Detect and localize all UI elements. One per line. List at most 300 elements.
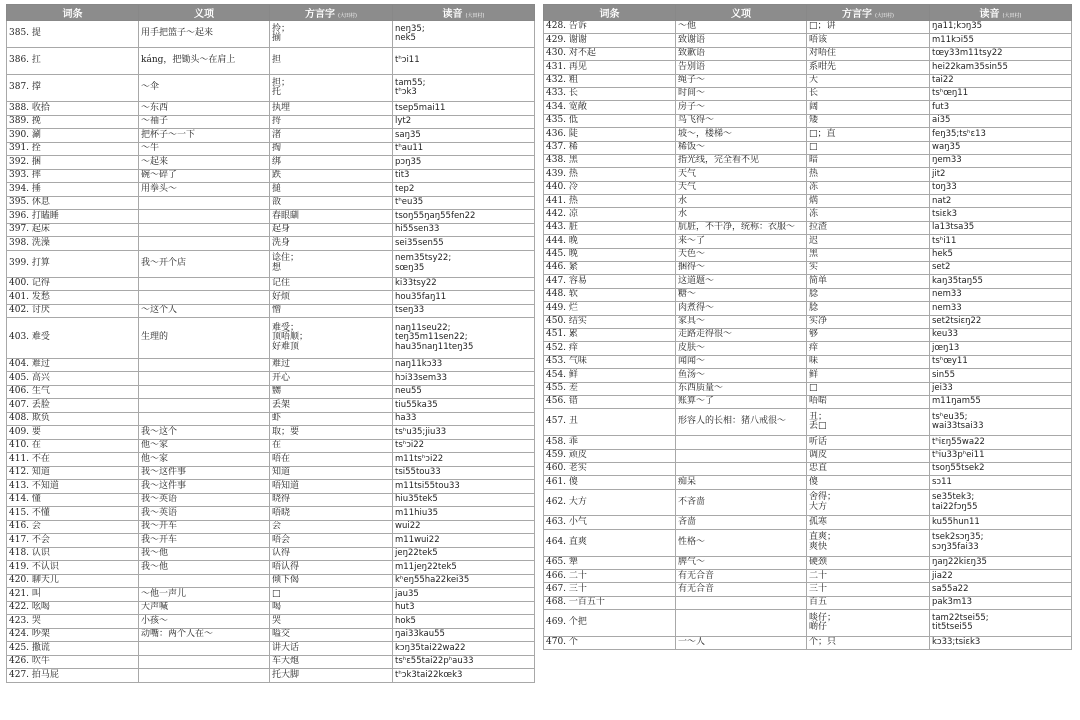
cell-meaning: 我～英语 — [139, 507, 270, 521]
table-row — [7, 291, 535, 305]
table-row — [544, 596, 1072, 609]
cell-reading: tsʰeu35; wai33tsai33 — [930, 409, 1072, 436]
cell-dialect: 绑 — [270, 156, 393, 170]
table-row — [544, 449, 1072, 462]
cell-reading: m11ŋam55 — [930, 395, 1072, 408]
cell-reading: tʰiu33pʰei11 — [930, 449, 1072, 462]
cell-term: 396. 打瞌睡 — [7, 210, 139, 224]
cell-reading: tsiɛk3 — [930, 208, 1072, 221]
cell-meaning — [139, 277, 270, 291]
header-reading: 读音 (大田村) — [930, 5, 1072, 21]
cell-dialect: 好烦 — [270, 291, 393, 305]
cell-reading: lyt2 — [393, 115, 535, 129]
table-row — [544, 101, 1072, 114]
cell-term: 394. 捶 — [7, 183, 139, 197]
cell-dialect: 执埋 — [270, 102, 393, 116]
cell-term: 445. 晚 — [544, 248, 676, 261]
cell-dialect: 够 — [807, 328, 930, 341]
cell-reading: nat2 — [930, 195, 1072, 208]
cell-term: 467. 三十 — [544, 583, 676, 596]
cell-dialect: 迟 — [807, 235, 930, 248]
cell-dialect: 丑； 丢□ — [807, 409, 930, 436]
table-row — [7, 439, 535, 453]
cell-term: 426. 吹牛 — [7, 655, 139, 669]
cell-reading: naŋ11seu22; teŋ35m11sen22; hau35naŋ11teŋ35 — [393, 318, 535, 359]
table-row — [7, 628, 535, 642]
cell-meaning: ～他 — [676, 21, 807, 34]
cell-reading: tam55; tʰɔk3 — [393, 75, 535, 102]
cell-reading: hut3 — [393, 601, 535, 615]
cell-term: 414. 懂 — [7, 493, 139, 507]
cell-meaning: 这道题～ — [676, 275, 807, 288]
cell-term: 401. 发愁 — [7, 291, 139, 305]
cell-reading: jeŋ22tek5 — [393, 547, 535, 561]
cell-reading: ŋem33 — [930, 154, 1072, 167]
cell-term: 409. 要 — [7, 426, 139, 440]
cell-dialect: 黑 — [807, 248, 930, 261]
cell-dialect: 拉渣 — [807, 221, 930, 234]
cell-meaning: 性格～ — [676, 529, 807, 556]
cell-term: 398. 洗澡 — [7, 237, 139, 251]
cell-dialect: 拎； 揃 — [270, 21, 393, 48]
cell-dialect: 憎 — [270, 304, 393, 318]
table-row — [544, 47, 1072, 60]
cell-meaning: 大声喊 — [139, 601, 270, 615]
cell-dialect: □；直 — [807, 128, 930, 141]
header-meaning: 义项 — [676, 5, 807, 21]
right-table-page — [543, 4, 1071, 650]
cell-reading: jia22 — [930, 570, 1072, 583]
table-row — [544, 61, 1072, 74]
cell-dialect: 焫 — [807, 195, 930, 208]
cell-meaning: 天气 — [676, 181, 807, 194]
vocab-table-right — [543, 4, 1072, 650]
cell-reading: jei33 — [930, 382, 1072, 395]
cell-dialect: 忠直 — [807, 462, 930, 475]
table-row — [544, 208, 1072, 221]
cell-meaning: 我～这件事 — [139, 480, 270, 494]
cell-meaning: 家具～ — [676, 315, 807, 328]
table-row — [7, 75, 535, 102]
table-row — [544, 570, 1072, 583]
table-row — [544, 74, 1072, 87]
cell-term: 443. 脏 — [544, 221, 676, 234]
cell-term: 423. 哭 — [7, 615, 139, 629]
cell-reading: m11hiu35 — [393, 507, 535, 521]
cell-reading: hei22kam35sin55 — [930, 61, 1072, 74]
cell-term: 407. 丢脸 — [7, 399, 139, 413]
cell-meaning: 形容人的长相：猪八戒很～ — [676, 409, 807, 436]
cell-reading: hou35faŋ11 — [393, 291, 535, 305]
cell-meaning — [139, 385, 270, 399]
cell-meaning — [676, 610, 807, 637]
cell-meaning: 生理的 — [139, 318, 270, 359]
header-term: 词条 — [7, 5, 139, 21]
cell-term: 395. 休息 — [7, 196, 139, 210]
cell-meaning: 天色～ — [676, 248, 807, 261]
cell-term: 421. 叫 — [7, 588, 139, 602]
cell-term: 397. 起床 — [7, 223, 139, 237]
cell-term: 470. 个 — [544, 637, 676, 650]
cell-reading: ai35 — [930, 114, 1072, 127]
cell-reading: ŋa11;kɔŋ35 — [930, 21, 1072, 34]
cell-term: 430. 对不起 — [544, 47, 676, 60]
cell-meaning: 动嘴：两个人在～ — [139, 628, 270, 642]
header-reading: 读音 (大田村) — [393, 5, 535, 21]
cell-meaning: ～牛 — [139, 142, 270, 156]
cell-reading: jau35 — [393, 588, 535, 602]
cell-reading: tʰɔi11 — [393, 48, 535, 75]
table-row — [544, 382, 1072, 395]
table-row — [544, 556, 1072, 569]
cell-meaning: 告别语 — [676, 61, 807, 74]
cell-term: 432. 粗 — [544, 74, 676, 87]
table-row — [7, 156, 535, 170]
table-row — [7, 372, 535, 386]
cell-reading: tʰau11 — [393, 142, 535, 156]
cell-meaning: 碗～碎了 — [139, 169, 270, 183]
cell-meaning: 天气 — [676, 168, 807, 181]
cell-dialect: 唔认得 — [270, 561, 393, 575]
table-header-row — [544, 5, 1072, 21]
cell-term: 422. 吆喝 — [7, 601, 139, 615]
cell-reading: kʰeŋ55ha22kei35 — [393, 574, 535, 588]
cell-meaning: 闻闻～ — [676, 355, 807, 368]
cell-reading: nem33 — [930, 288, 1072, 301]
cell-term: 400. 记得 — [7, 277, 139, 291]
cell-meaning: 我～开车 — [139, 520, 270, 534]
cell-meaning: 我～这件事 — [139, 466, 270, 480]
table-row — [544, 315, 1072, 328]
cell-term: 419. 不认识 — [7, 561, 139, 575]
cell-dialect: 唔会 — [270, 534, 393, 548]
cell-dialect: 搥 — [270, 183, 393, 197]
cell-dialect: 腍 — [807, 288, 930, 301]
cell-meaning: 水 — [676, 208, 807, 221]
cell-meaning — [139, 669, 270, 683]
cell-meaning — [139, 237, 270, 251]
cell-term: 433. 长 — [544, 87, 676, 100]
cell-dialect: 长 — [807, 87, 930, 100]
cell-meaning: ～他一声儿 — [139, 588, 270, 602]
cell-term: 424. 吵架 — [7, 628, 139, 642]
cell-reading: nem35tsy22; sœŋ35 — [393, 250, 535, 277]
cell-reading: kɔŋ35tai22wa22 — [393, 642, 535, 656]
cell-reading: m11tsi55tou33 — [393, 480, 535, 494]
cell-term: 403. 难受 — [7, 318, 139, 359]
cell-reading: tsek2sɔŋ35; sɔŋ35fai33 — [930, 529, 1072, 556]
table-row — [544, 409, 1072, 436]
cell-term: 388. 收拾 — [7, 102, 139, 116]
cell-meaning: 我～英语 — [139, 493, 270, 507]
table-row — [7, 169, 535, 183]
cell-reading: kɔ33;tsiɛk3 — [930, 637, 1072, 650]
cell-term: 454. 鲜 — [544, 369, 676, 382]
cell-dialect: 敨 — [270, 196, 393, 210]
header-dialect: 方言字 (大田村) — [807, 5, 930, 21]
cell-reading: tsʰɔi22 — [393, 439, 535, 453]
cell-term: 448. 软 — [544, 288, 676, 301]
cell-term: 431. 再见 — [544, 61, 676, 74]
cell-dialect: 唔在 — [270, 453, 393, 467]
table-row — [7, 534, 535, 548]
table-row — [544, 21, 1072, 34]
table-row — [7, 507, 535, 521]
table-row — [7, 601, 535, 615]
cell-meaning — [676, 436, 807, 449]
cell-reading: neu55 — [393, 385, 535, 399]
cell-dialect: □ — [807, 382, 930, 395]
cell-term: 412. 知道 — [7, 466, 139, 480]
cell-meaning — [139, 412, 270, 426]
cell-reading: hiu35tek5 — [393, 493, 535, 507]
cell-meaning: 我～他 — [139, 547, 270, 561]
cell-reading: hek5 — [930, 248, 1072, 261]
cell-reading: hɔi33sem33 — [393, 372, 535, 386]
cell-reading: ŋai33kau55 — [393, 628, 535, 642]
cell-term: 418. 认识 — [7, 547, 139, 561]
cell-meaning: 他～家 — [139, 439, 270, 453]
cell-dialect: 二十 — [807, 570, 930, 583]
cell-reading: jœŋ13 — [930, 342, 1072, 355]
cell-meaning: 痴呆 — [676, 476, 807, 489]
cell-meaning: ～伞 — [139, 75, 270, 102]
table-row — [7, 399, 535, 413]
table-row — [544, 436, 1072, 449]
cell-dialect: 冻 — [807, 208, 930, 221]
cell-dialect: 味 — [807, 355, 930, 368]
cell-term: 451. 累 — [544, 328, 676, 341]
cell-meaning: 捆得～ — [676, 262, 807, 275]
cell-term: 455. 差 — [544, 382, 676, 395]
cell-term: 444. 晚 — [544, 235, 676, 248]
cell-dialect: 对唔住 — [807, 47, 930, 60]
cell-reading: m11tsʰɔi22 — [393, 453, 535, 467]
cell-meaning — [139, 655, 270, 669]
table-row — [7, 615, 535, 629]
table-row — [544, 355, 1072, 368]
cell-reading: tsʰɛ55tai22pʰau33 — [393, 655, 535, 669]
cell-meaning: 糖～ — [676, 288, 807, 301]
cell-term: 453. 气味 — [544, 355, 676, 368]
cell-term: 466. 二十 — [544, 570, 676, 583]
table-row — [7, 588, 535, 602]
cell-dialect: 听话 — [807, 436, 930, 449]
cell-meaning — [139, 372, 270, 386]
table-row — [7, 115, 535, 129]
cell-term: 408. 欺负 — [7, 412, 139, 426]
cell-meaning: 有无合音 — [676, 570, 807, 583]
cell-reading: tsoŋ55tsek2 — [930, 462, 1072, 475]
table-header-row — [7, 5, 535, 21]
table-row — [7, 102, 535, 116]
cell-dialect: 车大炮 — [270, 655, 393, 669]
cell-meaning: 小孩～ — [139, 615, 270, 629]
cell-dialect: 捋 — [270, 115, 393, 129]
cell-term: 429. 谢谢 — [544, 34, 676, 47]
cell-dialect: 嬲 — [270, 385, 393, 399]
cell-reading: tsʰi11 — [930, 235, 1072, 248]
cell-term: 415. 不懂 — [7, 507, 139, 521]
cell-reading: toŋ33 — [930, 181, 1072, 194]
cell-dialect: 百五 — [807, 596, 930, 609]
table-row — [7, 237, 535, 251]
cell-term: 406. 生气 — [7, 385, 139, 399]
cell-reading: tsoŋ55ŋaŋ55fen22 — [393, 210, 535, 224]
cell-dialect: 认得 — [270, 547, 393, 561]
cell-meaning: 鱼汤～ — [676, 369, 807, 382]
cell-reading: tit3 — [393, 169, 535, 183]
cell-reading: keu33 — [930, 328, 1072, 341]
cell-dialect: 傻 — [807, 476, 930, 489]
cell-dialect: 喝 — [270, 601, 393, 615]
cell-reading: tsep5mai11 — [393, 102, 535, 116]
cell-reading: se35tek3; tai22fɔŋ55 — [930, 489, 1072, 516]
cell-meaning: káng，把锄头～在肩上 — [139, 48, 270, 75]
cell-dialect: 实 — [807, 262, 930, 275]
cell-meaning: 稀饭～ — [676, 141, 807, 154]
cell-term: 436. 陡 — [544, 128, 676, 141]
left-table-page — [6, 4, 534, 683]
table-row — [544, 462, 1072, 475]
cell-dialect: 担 — [270, 48, 393, 75]
cell-dialect: 系咁先 — [807, 61, 930, 74]
table-row — [544, 489, 1072, 516]
cell-meaning: 时间～ — [676, 87, 807, 100]
cell-reading: nem33 — [930, 302, 1072, 315]
table-row — [544, 637, 1072, 650]
cell-dialect: 难过 — [270, 358, 393, 372]
table-row — [544, 262, 1072, 275]
cell-dialect: □ — [270, 588, 393, 602]
cell-term: 449. 烂 — [544, 302, 676, 315]
cell-meaning: 有无合音 — [676, 583, 807, 596]
cell-dialect: □；讲 — [807, 21, 930, 34]
table-row — [7, 385, 535, 399]
cell-term: 417. 不会 — [7, 534, 139, 548]
cell-term: 450. 结实 — [544, 315, 676, 328]
cell-dialect: 孤寒 — [807, 516, 930, 529]
cell-dialect: 渚 — [270, 129, 393, 143]
table-row — [7, 547, 535, 561]
cell-term: 461. 傻 — [544, 476, 676, 489]
cell-meaning: 皮肤～ — [676, 342, 807, 355]
cell-term: 456. 错 — [544, 395, 676, 408]
cell-term: 438. 黑 — [544, 154, 676, 167]
table-row — [7, 520, 535, 534]
cell-reading: tʰiɛŋ55wa22 — [930, 436, 1072, 449]
cell-reading: feŋ35;tsʰɛ13 — [930, 128, 1072, 141]
cell-term: 413. 不知道 — [7, 480, 139, 494]
cell-dialect: 起身 — [270, 223, 393, 237]
cell-meaning: 脾气～ — [676, 556, 807, 569]
cell-term: 447. 容易 — [544, 275, 676, 288]
cell-meaning — [139, 210, 270, 224]
cell-dialect: 记住 — [270, 277, 393, 291]
cell-dialect: 谂住； 想 — [270, 250, 393, 277]
cell-reading: la13tsa35 — [930, 221, 1072, 234]
cell-meaning: 不吝啬 — [676, 489, 807, 516]
cell-term: 405. 高兴 — [7, 372, 139, 386]
cell-term: 391. 拴 — [7, 142, 139, 156]
table-row — [7, 277, 535, 291]
cell-meaning — [139, 574, 270, 588]
cell-term: 427. 拍马屁 — [7, 669, 139, 683]
cell-dialect: 三十 — [807, 583, 930, 596]
cell-reading: m11wui22 — [393, 534, 535, 548]
cell-meaning: 水 — [676, 195, 807, 208]
cell-dialect: 个；只 — [807, 637, 930, 650]
cell-meaning: 来～了 — [676, 235, 807, 248]
cell-reading: pɔŋ35 — [393, 156, 535, 170]
cell-reading: tsʰu35;jiu33 — [393, 426, 535, 440]
cell-reading: tsi55tou33 — [393, 466, 535, 480]
cell-dialect: 啖仔； 啲仔 — [807, 610, 930, 637]
cell-dialect: 嗌交 — [270, 628, 393, 642]
cell-reading: tʰɔk3tai22kœk3 — [393, 669, 535, 683]
table-row — [544, 583, 1072, 596]
cell-reading: saŋ35 — [393, 129, 535, 143]
cell-meaning: 我～开车 — [139, 534, 270, 548]
cell-reading: ki33tsy22 — [393, 277, 535, 291]
table-row — [544, 34, 1072, 47]
cell-term: 442. 凉 — [544, 208, 676, 221]
table-row — [544, 154, 1072, 167]
cell-reading: ŋaŋ22kiɛŋ35 — [930, 556, 1072, 569]
cell-dialect: 阔 — [807, 101, 930, 114]
table-row — [7, 655, 535, 669]
table-row — [544, 87, 1072, 100]
cell-meaning: 一～人 — [676, 637, 807, 650]
table-row — [544, 248, 1072, 261]
cell-reading: naŋ11kɔ33 — [393, 358, 535, 372]
table-row — [544, 476, 1072, 489]
cell-meaning: ～东西 — [139, 102, 270, 116]
cell-reading: fut3 — [930, 101, 1072, 114]
cell-reading: kaŋ35taŋ55 — [930, 275, 1072, 288]
cell-reading: hi55sen33 — [393, 223, 535, 237]
cell-reading: wui22 — [393, 520, 535, 534]
cell-dialect: 会 — [270, 520, 393, 534]
cell-term: 460. 老实 — [544, 462, 676, 475]
cell-dialect: 取；要 — [270, 426, 393, 440]
cell-reading: hok5 — [393, 615, 535, 629]
cell-term: 399. 打算 — [7, 250, 139, 277]
cell-dialect: 实净 — [807, 315, 930, 328]
table-row — [7, 304, 535, 318]
table-row — [544, 195, 1072, 208]
cell-term: 404. 难过 — [7, 358, 139, 372]
cell-dialect: 春眼瞓 — [270, 210, 393, 224]
table-row — [7, 412, 535, 426]
cell-term: 411. 不在 — [7, 453, 139, 467]
cell-term: 435. 低 — [544, 114, 676, 127]
cell-dialect: 掏 — [270, 142, 393, 156]
cell-reading: m11kɔi55 — [930, 34, 1072, 47]
cell-term: 464. 直爽 — [544, 529, 676, 556]
table-row — [544, 395, 1072, 408]
cell-term: 459. 顽皮 — [544, 449, 676, 462]
cell-term: 428. 告诉 — [544, 21, 676, 34]
cell-reading: tsʰœy11 — [930, 355, 1072, 368]
cell-dialect: 大 — [807, 74, 930, 87]
table-row — [7, 574, 535, 588]
table-row — [7, 196, 535, 210]
cell-term: 469. 个把 — [544, 610, 676, 637]
table-row — [7, 183, 535, 197]
header-term: 词条 — [544, 5, 676, 21]
cell-reading: tiu55ka35 — [393, 399, 535, 413]
